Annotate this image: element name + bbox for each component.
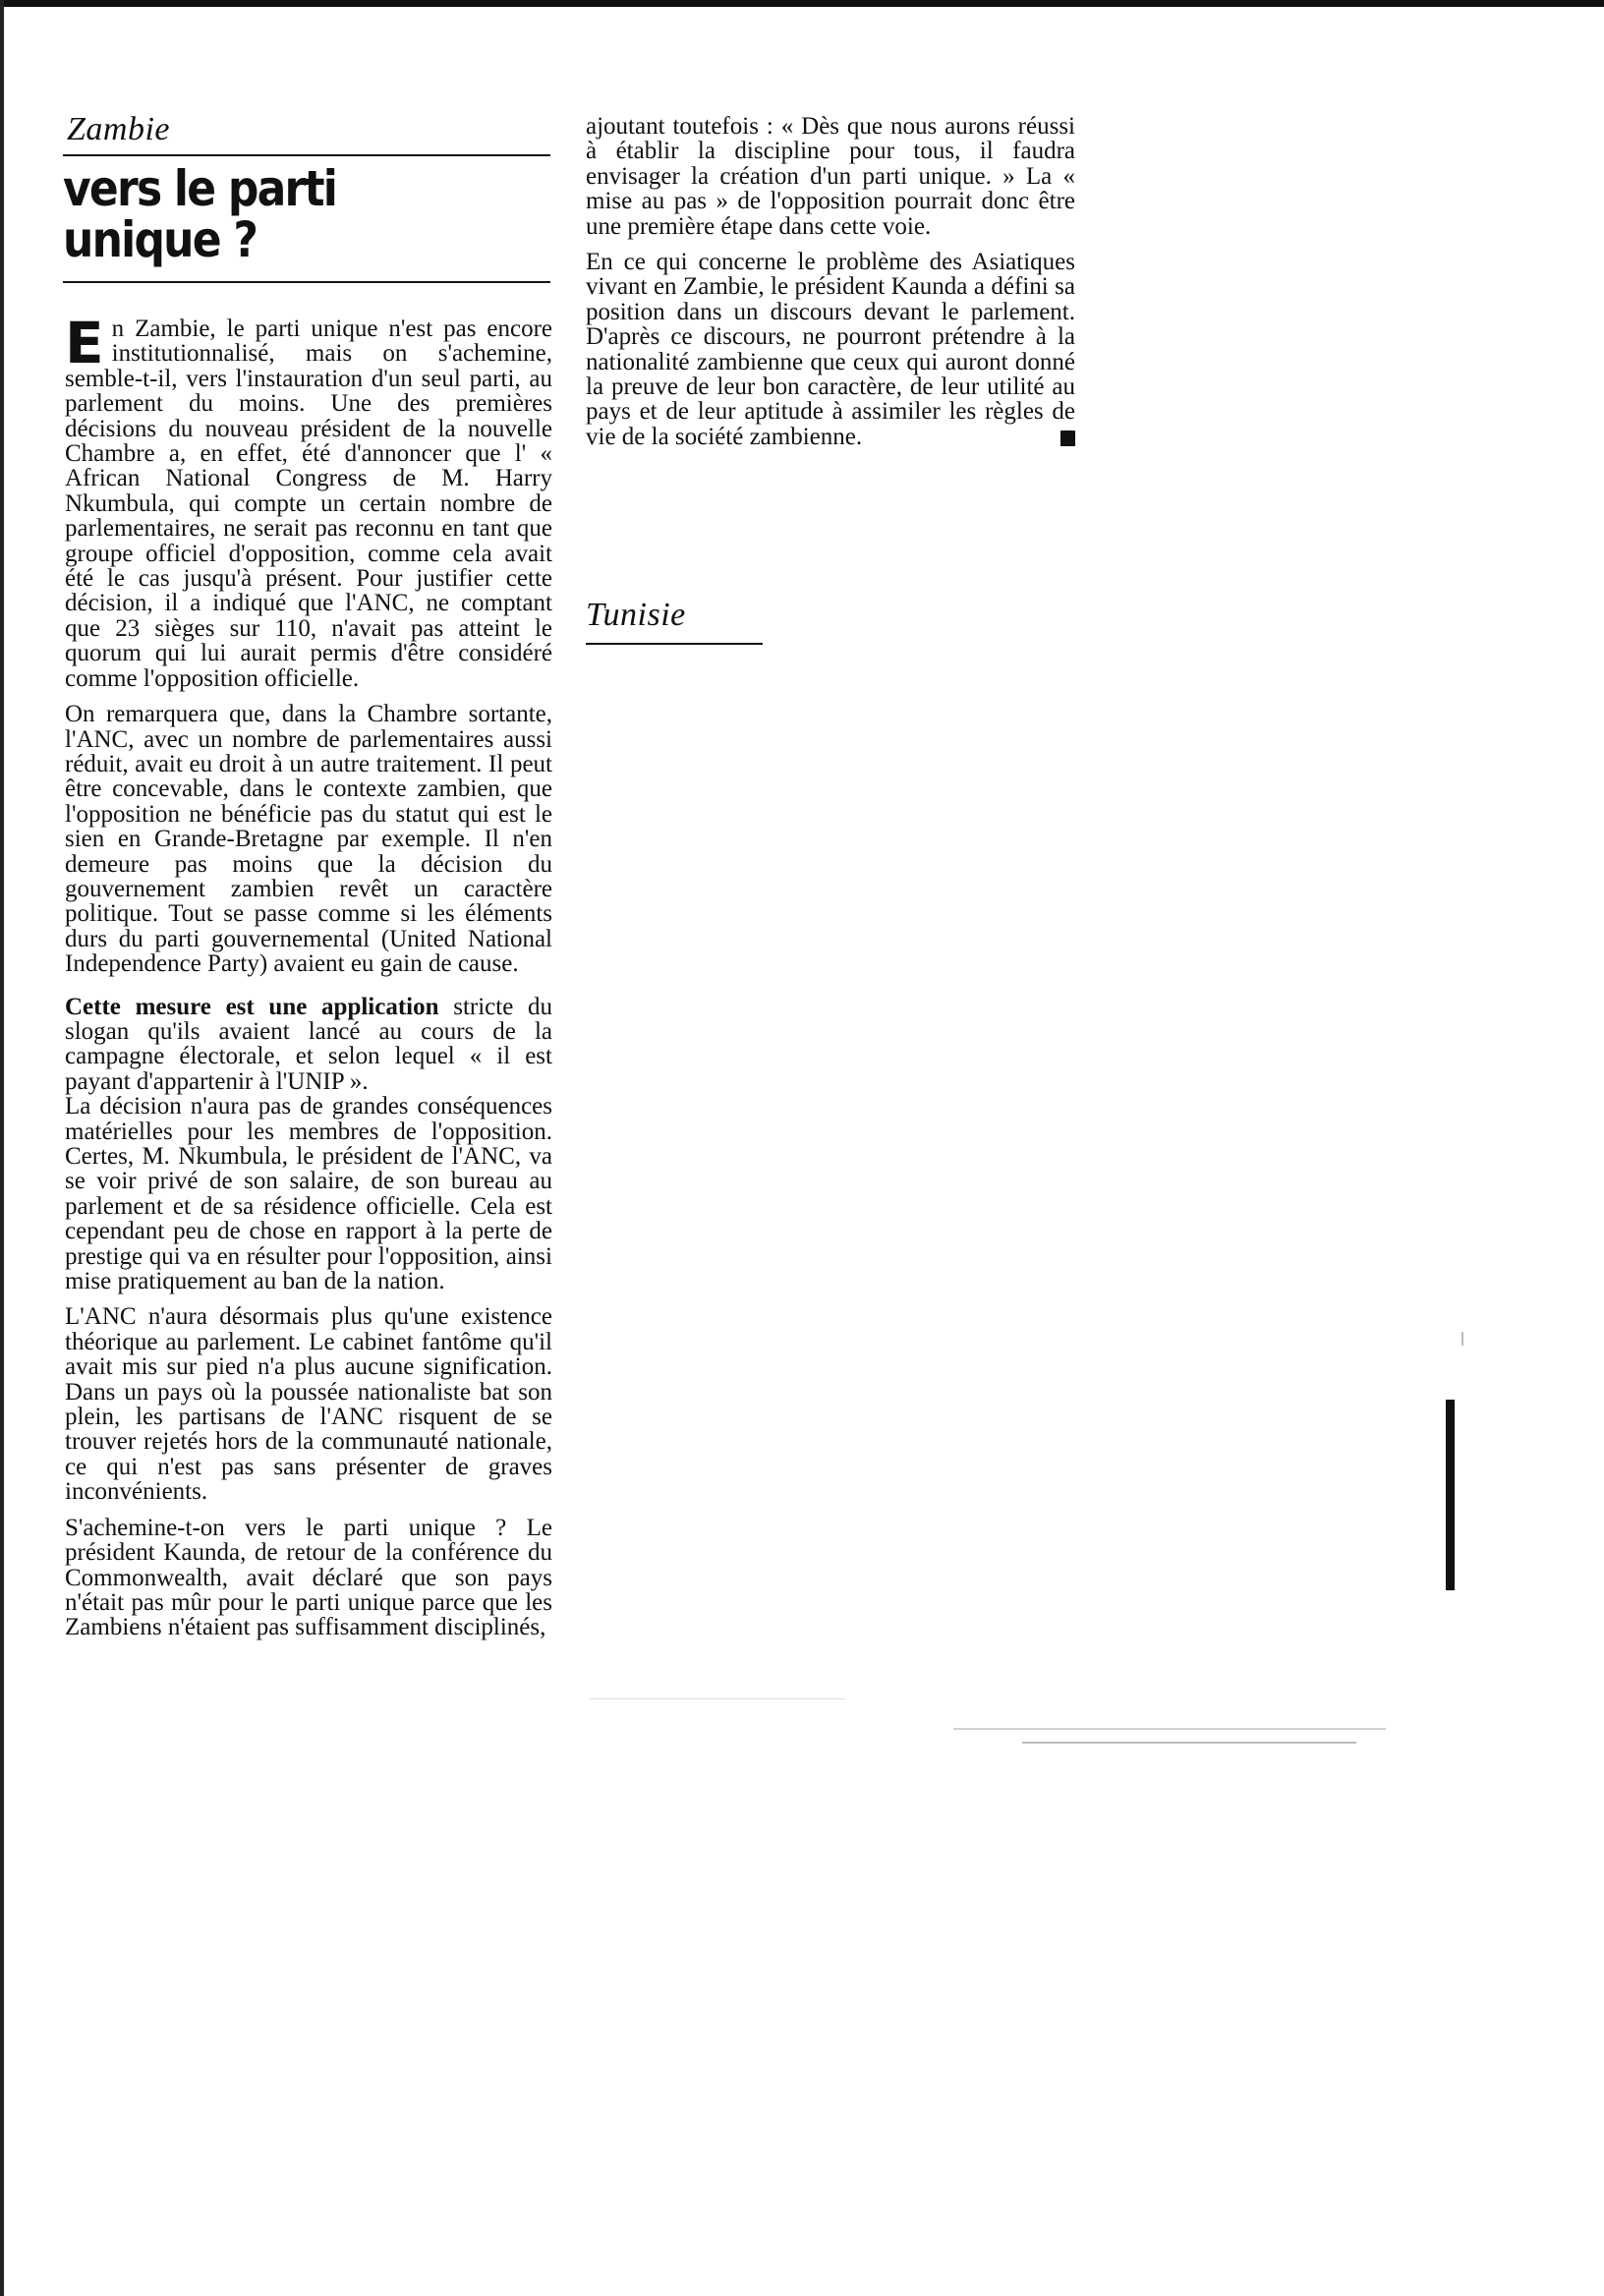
article-column-1 [65,310,552,1641]
article-paragraph-6: S'achemine-t-on vers le parti unique ? Le président Kaunda, de retour de la conférence du Commonwealth, avait déclaré que son pays n'était pas mûr pour le parti unique parce que les Zambiens n'étaient pas suffisamment disciplinés, [65,1514,552,1641]
section-label: Zambie [67,111,170,147]
paragraph-text: stricte du slogan qu'ils avaient lancé au cours de la campagne électorale, et selon lequel « il est payant d'appartenir à l'UNIP ». [65,993,552,1095]
article-paragraph-5: L'ANC n'aura désormais plus qu'une existence théorique au parlement. Le cabinet fantôme qu'il avait mis sur pied n'a plus aucune signification. Dans un pays où la poussée nationaliste bat son plein, les partisans de l'ANC risquent de se trouver rejetés hors de la communauté nationale, ce qui n'est pas sans présenter de graves inconvénients. [65,1303,552,1506]
end-of-article-mark [1060,430,1075,446]
scan-artifact [1022,1742,1356,1744]
article-paragraph-3 [65,995,552,1095]
next-section-label: Tunisie [586,597,686,633]
article-paragraph-8 [586,250,1075,449]
article-paragraph-2: On remarquera que, dans la Chambre sortante, l'ANC, avec un nombre de parlementaires aussi réduit, avait eu droit à un autre traitement. Il peut être concevable, dans le contexte zambien, que l'opposition ne bénéficie pas du statut qui est le sien en Grande-Bretagne par exemple. Il n'en demeure pas moins que la décision du gouvernement zambien revêt un caractère politique. Tout se passe comme si les éléments durs du parti gouvernemental (United National Independence Party) avaient eu gain de cause. [65,701,552,978]
scan-margin-mark [1446,1400,1455,1590]
article-column-2 [586,114,1075,449]
page-top-border [0,0,1604,7]
scan-artifact [1461,1332,1463,1346]
page-left-border [0,0,4,2296]
article-paragraph-7: ajoutant toutefois : « Dès que nous aurons réussi à établir la discipline pour tous, il faudra envisager la création d'un parti unique. » La « mise au pas » de l'opposition pourrait donc être une première étape dans cette voie. [586,113,1075,240]
paragraph-text: En ce qui concerne le problème des Asiatiques vivant en Zambie, le président Kaunda a défini sa position dans un discours devant le parlement. D'après ce discours, ne pourront prétendre à la nationalité zambienne que ceux qui auront donné la preuve de leur bon caractère, de leur utilité au pays et de leur aptitude à assimiler les règles de vie de la société zambienne. [586,249,1075,450]
scan-artifact [590,1698,845,1699]
scan-artifact [953,1728,1386,1730]
headline-rule [63,281,550,283]
bold-lead-in: Cette mesure est une application [65,993,439,1020]
headline: vers le parti unique ? [63,160,337,268]
article-paragraph-1 [65,310,552,692]
article-paragraph-4: La décision n'aura pas de grandes conséquences matérielles pour les membres de l'opposition. Certes, M. Nkumbula, le président de l'ANC, va se voir privé de son salaire, de son bureau au parlement et de sa résidence officielle. Cela est cependant peu de chose en rapport à la perte de prestige qui va en résulter pour l'opposition, ainsi mise pratiquement au ban de la nation. [65,1093,552,1295]
next-section-rule [586,643,763,645]
drop-cap: E [65,310,104,376]
paragraph-text: n Zambie, le parti unique n'est pas encore institutionnalisé, mais on s'achemine, semble-t-il, vers l'instauration d'un seul parti, au parlement du moins. Une des premières décisions du nouveau président de la nouvelle Chambre a, en effet, été d'annoncer que l' « African National Congress de M. Harry Nkumbula, qui compte un certain nombre de parlementaires, ne serait pas reconnu en tant que groupe officiel d'opposition, comme cela avait été le cas jusqu'à présent. Pour justifier cette décision, il a indiqué que l'ANC, ne comptant que 23 sièges sur 110, n'avait pas atteint le quorum qui lui aurait permis d'être considéré comme l'opposition officielle. [65,316,552,692]
kicker-rule [63,154,550,156]
